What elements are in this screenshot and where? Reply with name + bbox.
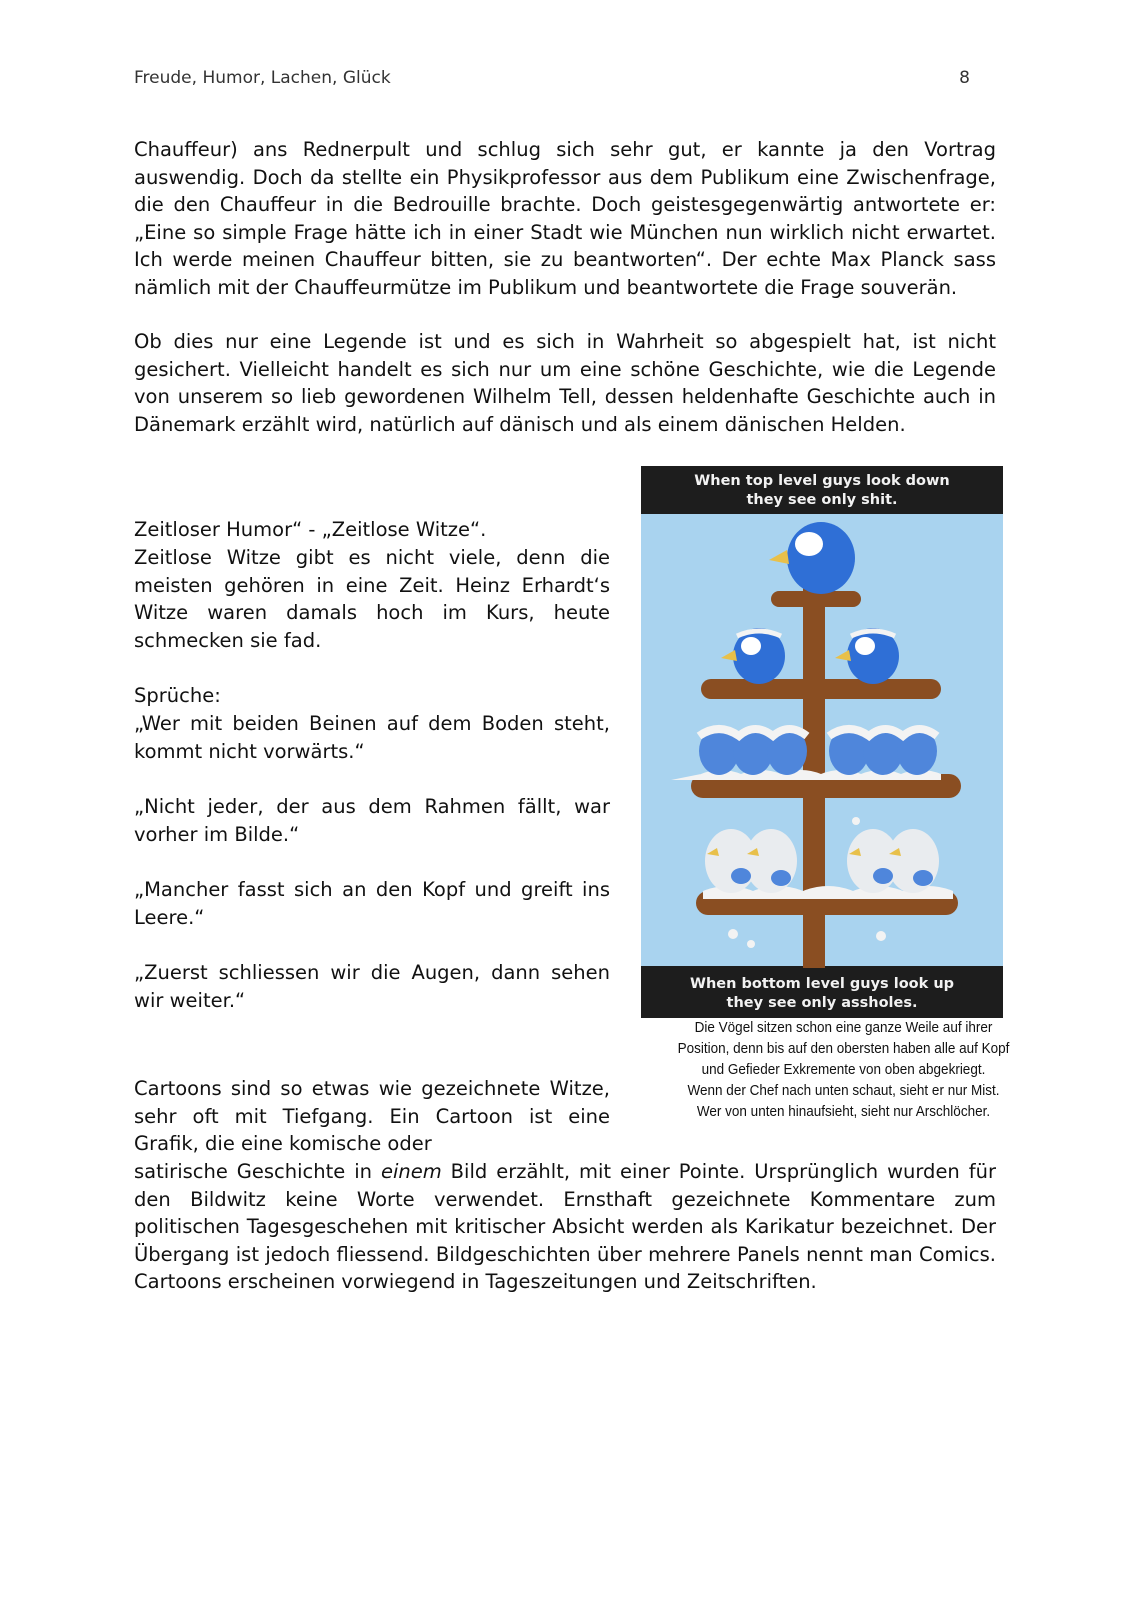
spruch-3: „Mancher fasst sich an den Kopf und greift ins Leere.“: [134, 878, 610, 929]
paragraph-cartoons-continued: [134, 1158, 996, 1296]
top-banner-line2: they see only shit.: [746, 492, 898, 508]
paragraph-cartoons-intro: Cartoons sind so etwas wie gezeichnete Witze, sehr oft mit Tiefgang. Ein Cartoon ist eine Grafik, die eine komische oder: [134, 1077, 610, 1155]
bottom-banner-line2: they see only assholes.: [726, 995, 918, 1011]
dripping-4: [852, 817, 860, 825]
caption-line-4: Wenn der Chef nach unten schaut, sieht er nur Mist.: [687, 1082, 1000, 1099]
paragraph-zeitlose-witze: Zeitlose Witze gibt es nicht viele, denn die meisten gehören in eine Zeit. Heinz Erhardt‘s Witze waren damals hoch im Kurs, heute schmecken sie fad.: [134, 546, 610, 652]
caption-line-3: und Gefieder Exkremente von oben abgekriegt.: [701, 1061, 986, 1078]
caption-line-5: Wer von unten hinaufsieht, sieht nur Arschlöcher.: [696, 1103, 991, 1120]
bottom-banner-line1: When bottom level guys look up: [689, 976, 955, 992]
page-number: 8: [959, 68, 970, 88]
heading-sprueche: Sprüche:: [134, 684, 221, 707]
spruch-1: „Wer mit beiden Beinen auf dem Boden steht, kommt nicht vorwärts.“: [134, 712, 610, 763]
bird-hierarchy-cartoon: [641, 466, 1003, 1018]
dripping-3: [876, 931, 886, 941]
dripping-1: [728, 929, 738, 939]
page-header: [134, 68, 970, 92]
header-title: Freude, Humor, Lachen, Glück: [134, 68, 391, 88]
cartoon-caption: [632, 1017, 1055, 1122]
paragraph-planck-story: Chauffeur) ans Rednerpult und schlug sich sehr gut, er kannte ja den Vortrag auswendig. Doch da stellte ein Physikprofessor aus dem Publikum eine Zwischenfrage, die den Chauffeur in die Bedrouille brachte. Doch geistesgegenwärtig antwortete er: „Eine so simple Frage hätte ich in einer Stadt wie München nun wirklich nicht erwartet. Ich werde meinen Chauffeur bitten, sie zu beantworten“. Der echte Max Planck sass nämlich mit der Chauffeurmütze im Publikum und beantwortete die Frage souverän.: [134, 138, 996, 299]
branch-level-2: [701, 679, 941, 699]
spruch-4: „Zuerst schliessen wir die Augen, dann sehen wir weiter.“: [134, 961, 610, 1012]
cartoon-drawing: [641, 466, 1003, 1018]
top-banner-line1: When top level guys look down: [694, 473, 950, 489]
cartoon-text-emphasis: einem: [380, 1160, 442, 1183]
heading-zeitloser-humor: Zeitloser Humor“ - „Zeitlose Witze“.: [134, 518, 487, 541]
cartoon-text-post: Bild erzählt, mit einer Pointe. Ursprünglich wurden für den Bildwitz keine Worte verwendet. Ernsthaft gezeichnete Kommentare zum politischen Tagesgeschehen mit kritischer Absicht werden als Karikatur bezeichnet. Der Übergang ist jedoch fliessend. Bildgeschichten über mehrere Panels nennt man Comics. Cartoons erscheinen vorwiegend in Tageszeitungen und Zeitschriften.: [134, 1160, 996, 1293]
cartoon-text-pre: satirische Geschichte in: [134, 1160, 381, 1183]
caption-line-2: Position, denn bis auf den obersten haben alle auf Kopf: [677, 1040, 1010, 1057]
caption-line-1: Die Vögel sitzen schon eine ganze Weile auf ihrer: [694, 1019, 993, 1036]
dripping-2: [747, 940, 755, 948]
spruch-2: „Nicht jeder, der aus dem Rahmen fällt, war vorher im Bilde.“: [134, 795, 610, 846]
paragraph-legend: Ob dies nur eine Legende ist und es sich in Wahrheit so abgespielt hat, ist nicht gesichert. Vielleicht handelt es sich nur um eine schöne Geschichte, wie die Legende von unserem so lieb gewordenen Wilhelm Tell, dessen heldenhafte Geschichte auch in Dänemark erzählt wird, natürlich auf dänisch und als einem dänischen Helden.: [134, 330, 996, 436]
